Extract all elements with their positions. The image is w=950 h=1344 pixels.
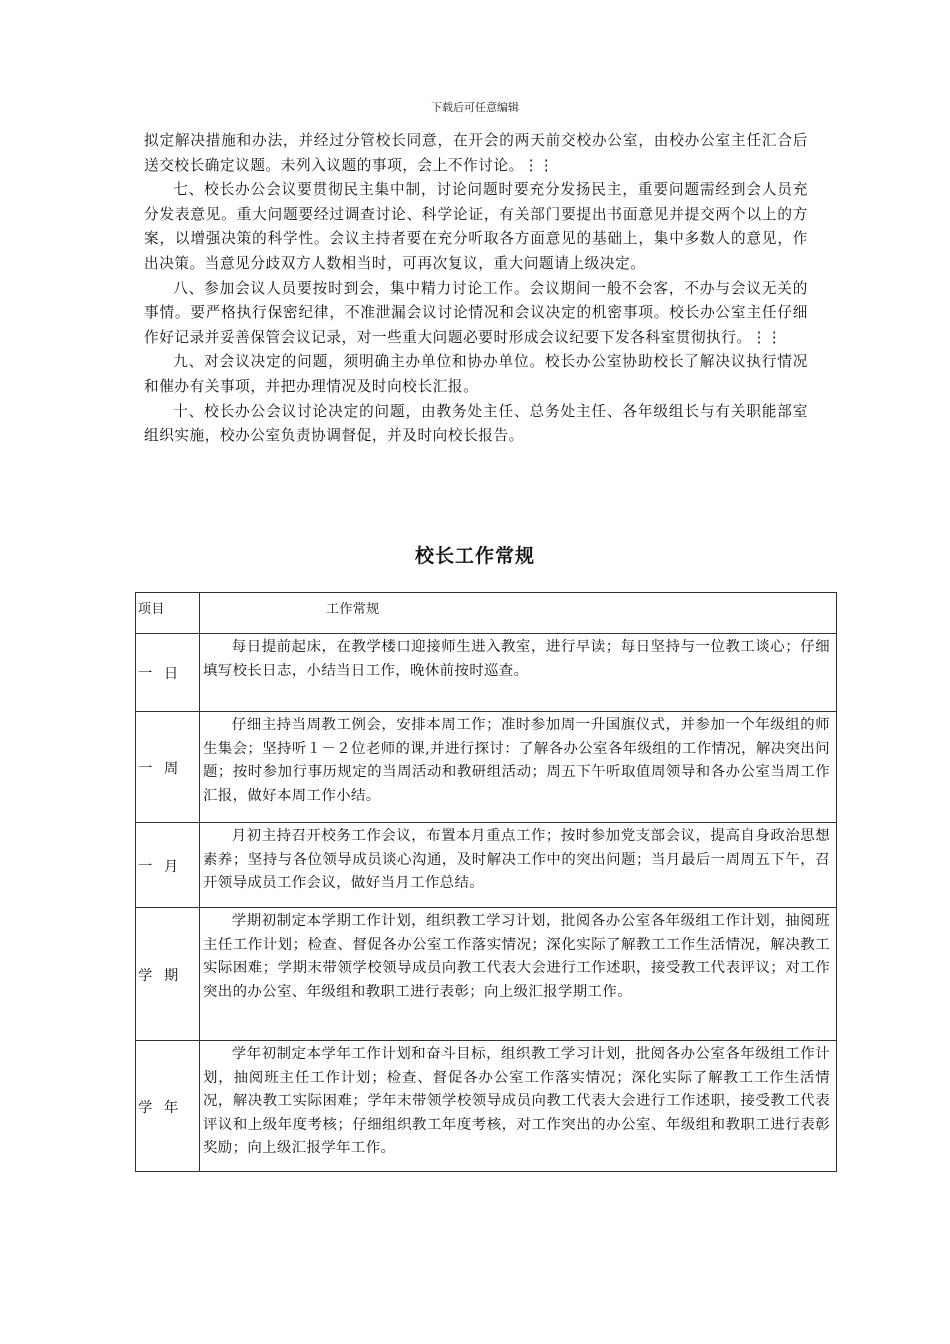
row-content <box>200 1041 837 1172</box>
paragraph-item-10: 十、校长办公会议讨论决定的问题，由教务处主任、总务处主任、各年级组长与有关职能部室组织实施，校办公室负责协调督促，并及时向校长报告。 <box>144 402 808 445</box>
regulation-text <box>144 129 808 449</box>
row-label <box>136 1041 200 1172</box>
paragraph-item-7: 七、校长办公会议要贯彻民主集中制，讨论问题时要充分发扬民主，重要问题需经到会人员充分发表意见。重大问题要经过调查讨论、科学论证，有关部门要提出书面意见并提交两个以上的方案，以增强决策的科学性。会议主持者要在充分听取各方面意见的基础上，集中多数人的意见，作出决策。当意见分歧双方人数相当时，可再次复议，重大问题请上级决定。 <box>144 181 808 272</box>
section-title: 校长工作常规 <box>414 545 535 567</box>
row-content-text: 学期初制定本学期工作计划，组织教工学习计划，批阅各办公室各年级组工作计划，抽阅班主任工作计划；检查、督促各办公室工作落实情况；深化实际了解教工工作生活情况，解决教工实际困难；学期末带领学校领导成员向教工代表大会进行工作述职，接受教工代表评议；对工作突出的办公室、年级组和教职工进行表彰；向上级汇报学期工作。 <box>203 913 830 1000</box>
row-content-text: 学年初制定本学年工作计划和奋斗目标，组织教工学习计划，批阅各办公室各年级组工作计划，抽阅班主任工作计划；检查、督促各办公室工作落实情况；深化实际了解教工工作生活情况，解决教工实际困难；学年末带领学校领导成员向教工代表大会进行工作述职，接受教工代表评议和上级年度考核；仔细组织教工年度考核，对工作突出的办公室、年级组和教职工进行表彰奖励；向上级汇报学年工作。 <box>203 1046 830 1157</box>
row-label <box>136 823 200 908</box>
table-row <box>136 712 837 823</box>
header-item: 项目 <box>136 593 200 634</box>
row-content <box>200 823 837 908</box>
row-label <box>136 712 200 823</box>
table-row <box>136 634 837 712</box>
table-row <box>136 1041 837 1172</box>
table-header-row <box>136 593 837 634</box>
row-label-text: 一月 <box>138 858 190 875</box>
row-label <box>136 908 200 1041</box>
paragraph-item-9: 九、对会议决定的问题，须明确主办单位和协办单位。校长办公室协助校长了解决议执行情况和催办有关事项，并把办理情况及时向校长汇报。 <box>144 353 808 395</box>
row-content <box>200 634 837 712</box>
header-work: 工作常规 <box>200 593 837 634</box>
row-label-text: 学年 <box>138 1099 190 1116</box>
paragraph-item-8: 八、参加会议人员要按时到会，集中精力讨论工作。会议期间一般不会客，不办与会议无关的事情。要严格执行保密纪律，不准泄漏会议讨论情况和会议决定的机密事项。校长办公室主任仔细作好记录并妥善保管会议记录，对一些重大问题必要时形成会议纪要下发各科室贯彻执行。⋮⋮ <box>144 279 808 346</box>
row-content <box>200 712 837 823</box>
row-content-text: 月初主持召开校务工作会议，布置本月重点工作；按时参加党支部会议，提高自身政治思想素养；坚持与各位领导成员谈心沟通，及时解决工作中的突出问题；当月最后一周周五下午，召开领导成员工作会议，做好当月工作总结。 <box>203 828 830 892</box>
row-label-text: 学期 <box>138 967 190 984</box>
page-header: 下载后可任意编辑 <box>431 101 519 114</box>
table-row <box>136 823 837 908</box>
row-label <box>136 634 200 712</box>
paragraph-continuation: 拟定解决措施和办法，并经过分管校长同意，在开会的两天前交校办公室，由校办公室主任汇合后送交校长确定议题。未列入议题的事项，会上不作讨论。⋮⋮ <box>144 132 808 174</box>
principal-routine-table <box>135 592 837 1172</box>
row-content <box>200 908 837 1041</box>
row-content-text: 仔细主持当周教工例会，安排本周工作；准时参加周一升国旗仪式，并参加一个年级组的师生集会；坚持听１－２位老师的课,并进行探讨：了解各办公室各年级组的工作情况，解决突出问题；按时参加行事历规定的当周活动和教研组活动；周五下午听取值周领导和各办公室当周工作汇报，做好本周工作小结。 <box>203 717 830 804</box>
row-label-text: 一周 <box>138 760 190 777</box>
table-row <box>136 908 837 1041</box>
row-label-text: 一日 <box>138 666 190 682</box>
row-content-text: 每日提前起床，在教学楼口迎接师生进入教室，进行早读；每日坚持与一位教工谈心；仔细填写校长日志，小结当日工作，晚休前按时巡查。 <box>203 639 830 679</box>
